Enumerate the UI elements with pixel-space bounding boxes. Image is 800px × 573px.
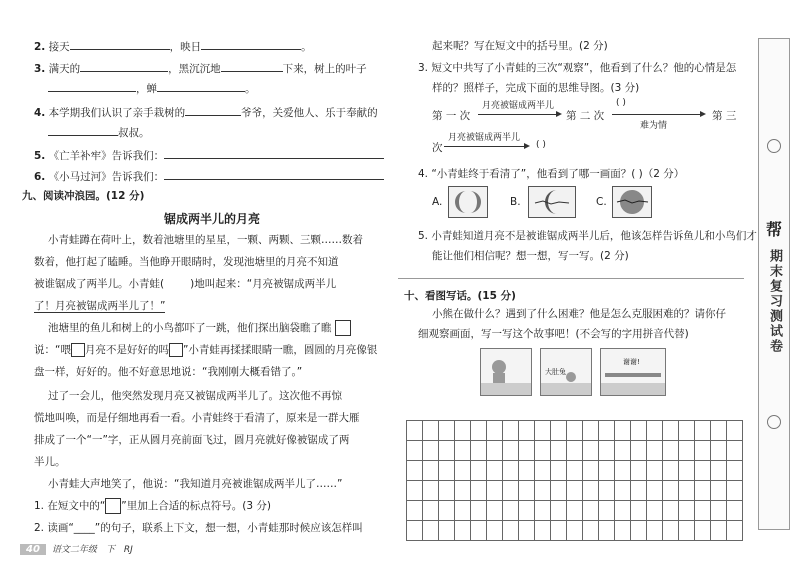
- q6-text: 《小马过河》告诉我们：: [48, 171, 165, 183]
- crescent-geese-icon: [529, 187, 575, 217]
- mindmap-paren-3: ( ): [536, 140, 546, 150]
- story-p1-c-text-b: )地叫起来：“月亮被锯成两半儿: [190, 278, 337, 290]
- story-p1-d-text: 了！月亮被锯成两半儿了！”: [34, 300, 166, 312]
- q2-line: [34, 38, 312, 54]
- right-q3-a: 3. 短文中共写了小青蛙的三次“观察”，他看到了什么？他的心情是怎: [418, 62, 737, 74]
- side-binding-strip: [758, 38, 790, 530]
- q2-blank-1[interactable]: [70, 38, 170, 50]
- story-p1-c: [34, 276, 336, 291]
- q3-text-e: 。: [245, 83, 256, 95]
- binding-hole-icon: [767, 415, 781, 429]
- page-number: 40: [20, 544, 46, 555]
- q2-blank-2[interactable]: [201, 38, 301, 50]
- q4-text-a: 本学期我们认识了亲手栽树的: [48, 107, 186, 119]
- q4-blank-1[interactable]: [185, 104, 241, 116]
- story-p3-d: 半儿。: [34, 456, 66, 468]
- q2-text-a: 接天: [48, 41, 70, 53]
- q4-line-2: [48, 124, 150, 140]
- q3-blank-4[interactable]: [157, 80, 245, 92]
- q6-blank[interactable]: [164, 168, 384, 180]
- q3-text-a: 满天的: [48, 63, 81, 75]
- punct-box-3[interactable]: [169, 343, 183, 357]
- q3-number: 3.: [34, 63, 46, 75]
- bridge-icon: [601, 349, 665, 395]
- story-p2-b-text-c: ”小青蛙再揉揉眼睛一瞧，圆圆的月亮像银: [182, 344, 378, 356]
- option-b-image[interactable]: [528, 186, 576, 218]
- mindmap-first: 第 一 次: [432, 110, 471, 122]
- story-p1-b: 数着，他打起了瞌睡。当他睁开眼睛时，发现池塘里的月亮不知道: [34, 256, 339, 268]
- mindmap-label-1: 月亮被锯成两半儿: [482, 101, 555, 111]
- story-title: 锯成两半儿的月亮: [164, 212, 261, 226]
- right-cont: 起来呢？写在短文中的括号里。(2 分): [432, 40, 608, 52]
- section-10-heading: 十、看图写话。(15 分): [404, 290, 516, 302]
- sidebar-mark: 帮: [766, 220, 783, 239]
- q5-line: [34, 147, 384, 163]
- bear-river-icon: [481, 349, 531, 395]
- story-p3-b: 慌地叫唤，而是仔细地再看一看。小青蛙终于看清了，原来是一群大雁: [34, 412, 360, 424]
- split-moon-icon: [449, 187, 487, 217]
- left-q1: [34, 498, 271, 514]
- q4-blank-2[interactable]: [48, 124, 118, 136]
- q3-blank-1[interactable]: [80, 60, 168, 72]
- option-c-image[interactable]: [612, 186, 652, 218]
- mindmap-label-2: 难为情: [640, 121, 668, 131]
- left-q1-box-icon: [105, 498, 121, 514]
- q3-line-2: [48, 80, 256, 96]
- story-p2-b-text-a: 说：“喂: [34, 344, 71, 356]
- right-q3-b: 样的？照样子，完成下面的思维导图。(3 分): [432, 82, 640, 94]
- page-footer: [20, 542, 133, 556]
- mindmap-second: 第 二 次: [566, 110, 605, 122]
- q3-line: [34, 60, 367, 76]
- right-q5-b: 能让他们相信呢？想一想，写一写。(2 分): [432, 250, 629, 262]
- scene-3-text: 谢谢!: [623, 358, 640, 366]
- answer-line[interactable]: [398, 278, 744, 279]
- mindmap-ci: 次: [432, 142, 443, 154]
- q2-text-c: 。: [301, 41, 312, 53]
- right-q4: 4. “小青蛙终于看清了”，他看到了哪一画面？( )（2 分）: [418, 168, 685, 180]
- q6-number: 6.: [34, 171, 46, 183]
- right-q5-a: 5. 小青蛙知道月亮不是被谁锯成两半儿后，他该怎样告诉鱼儿和小鸟们才: [418, 230, 757, 242]
- mindmap-label-3: 月亮被锯成两半儿: [448, 133, 521, 143]
- story-p2-a: [48, 320, 351, 336]
- story-p3-a: 过了一会儿，他突然发现月亮又被锯成两半儿了。这次他不再惊: [48, 390, 342, 402]
- q6-line: [34, 168, 384, 184]
- full-moon-geese-icon: [613, 187, 651, 217]
- option-a-image[interactable]: [448, 186, 488, 218]
- binding-hole-icon: [767, 139, 781, 153]
- q4-text-b: 爷爷，关爱他人、乐于奉献的: [241, 107, 378, 119]
- option-b-label: B.: [510, 196, 521, 208]
- q5-text: 《亡羊补牢》告诉我们：: [48, 150, 165, 162]
- writing-prompt-1: 小熊在做什么？遇到了什么困难？他是怎么克服困难的？请你仔: [432, 308, 726, 320]
- q4-line: [34, 104, 378, 120]
- punct-box-2[interactable]: [71, 343, 85, 357]
- mindmap-arrow-1: [478, 114, 558, 115]
- q5-number: 5.: [34, 150, 46, 162]
- left-q1-text-b: ”里加上合适的标点符号。(3 分): [121, 500, 271, 512]
- mindmap-third: 第 三: [712, 110, 737, 122]
- section-9-heading: 九、阅读冲浪园。(12 分): [22, 190, 145, 202]
- q3-text-b: ，黑沉沉地: [168, 63, 221, 75]
- q4-number: 4.: [34, 107, 46, 119]
- q2-number: 2.: [34, 41, 46, 53]
- writing-grid[interactable]: [406, 420, 743, 541]
- story-p4: 小青蛙大声地笑了，他说：“我知道月亮被谁锯成两半儿了……”: [48, 478, 343, 490]
- writing-prompt-2: 细观察画面，写一写这个故事吧！(不会写的字用拼音代替): [418, 328, 689, 340]
- story-p1-a: 小青蛙蹲在荷叶上，数着池塘里的星星，一颗、两颗、三颗……数着: [48, 234, 363, 246]
- mindmap-arrowhead-1: [556, 111, 562, 117]
- scene-1-image: [480, 348, 532, 396]
- scene-2-image: [540, 348, 592, 396]
- story-p2-c: 盘一样，好好的。他不好意思地说：“我刚刚大概看错了。”: [34, 366, 303, 378]
- mindmap-paren-2: ( ): [616, 98, 626, 108]
- q3-blank-2[interactable]: [221, 60, 283, 72]
- left-q2: 2. 读画“____”的句子，联系上下文，想一想，小青蛙那时候应该怎样叫: [34, 522, 363, 534]
- story-p2-b: [34, 342, 377, 357]
- story-p3-c: 排成了一个“一”字，正从圆月亮前面飞过，圆月亮就好像被锯成了两: [34, 434, 350, 446]
- footer-text: 语文二年级 下 RJ: [51, 545, 133, 555]
- sidebar-brand: 期末复习测试卷: [767, 249, 782, 354]
- story-p2-b-text-b: 月亮不是好好的吗: [84, 344, 169, 356]
- story-p1-d: [34, 298, 165, 313]
- punct-box-1[interactable]: [335, 320, 351, 336]
- mindmap-arrow-2: [612, 114, 702, 115]
- q5-blank[interactable]: [164, 147, 384, 159]
- q3-text-c: 下来，树上的叶子: [282, 63, 367, 75]
- scene-2-text: 大肚兔: [545, 368, 566, 376]
- q3-blank-3[interactable]: [48, 80, 136, 92]
- story-p1-c-text-a: 被谁锯成了两半儿。小青蛙(: [34, 278, 165, 290]
- story-p2-a-text: 池塘里的鱼儿和树上的小鸟都吓了一跳，他们探出脑袋瞧了瞧: [48, 322, 332, 334]
- mindmap-arrow-3: [444, 146, 526, 147]
- left-q1-text-a: 1. 在短文中的“: [34, 500, 106, 512]
- option-c-label: C.: [596, 196, 607, 208]
- mindmap-arrowhead-3: [524, 143, 530, 149]
- option-a-label: A.: [432, 196, 443, 208]
- q4-text-c: 叔叔。: [118, 127, 150, 139]
- q3-text-d: ，蝉: [136, 83, 157, 95]
- scene-3-image: [600, 348, 666, 396]
- q2-text-b: ，映日: [169, 41, 202, 53]
- mindmap-arrowhead-2: [700, 111, 706, 117]
